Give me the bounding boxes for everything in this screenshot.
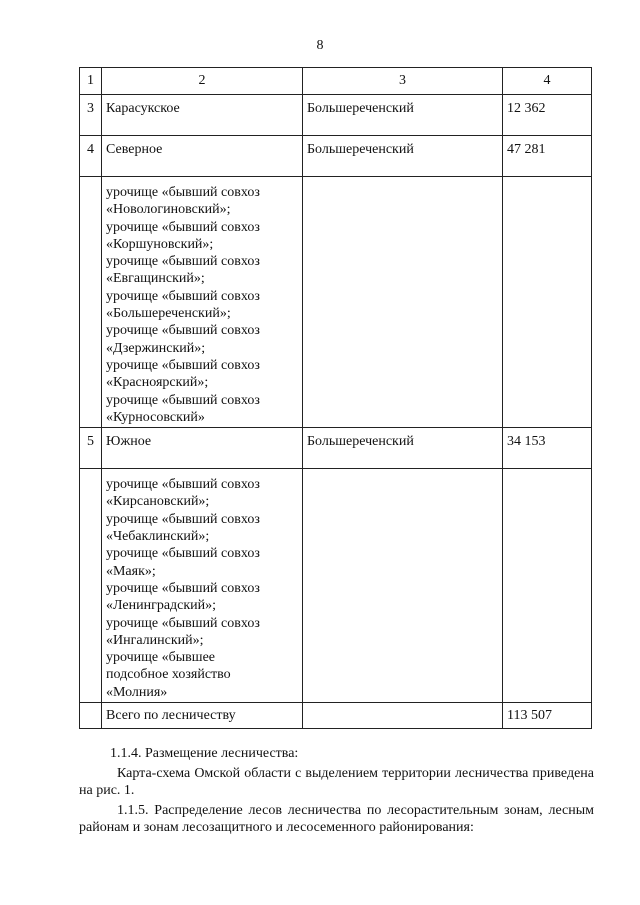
district-name: Большереченский	[303, 95, 503, 136]
row-number: 3	[80, 95, 102, 136]
section-1-1-4-text: Карта-схема Омской области с выделением территории лесничества приведена на рис. 1.	[79, 766, 594, 799]
empty-cell	[80, 177, 102, 428]
table-header-row	[80, 68, 592, 95]
table-row	[80, 428, 592, 469]
empty-cell	[502, 469, 591, 703]
tract-list: урочище «бывший совхоз «Кирсановский»; урочище «бывший совхоз «Чебаклинский»; урочище «бывший совхоз «Маяк»; урочище «бывший совхоз «Ленинградский»; урочище «бывший совхоз «Ингалинский»; урочище «бывшее подсобное хозяйство «Молния»	[101, 469, 302, 703]
forestry-table	[79, 67, 592, 729]
district-name: Большереченский	[303, 428, 503, 469]
forestry-name: Северное	[101, 136, 302, 177]
table-row-tracts	[80, 177, 592, 428]
header-cell: 3	[303, 68, 503, 95]
area-value: 34 153	[502, 428, 591, 469]
section-1-1-4-heading: 1.1.4. Размещение лесничества:	[110, 746, 299, 761]
empty-cell	[303, 469, 503, 703]
total-area-value: 113 507	[502, 703, 591, 729]
table-total-row	[80, 703, 592, 729]
table-row	[80, 95, 592, 136]
forestry-name: Карасукское	[101, 95, 302, 136]
page-number: 8	[316, 38, 324, 53]
header-cell: 4	[502, 68, 591, 95]
header-cell: 2	[101, 68, 302, 95]
empty-cell	[303, 703, 503, 729]
row-number: 4	[80, 136, 102, 177]
area-value: 12 362	[502, 95, 591, 136]
table-row-tracts	[80, 469, 592, 703]
header-cell: 1	[80, 68, 102, 95]
area-value: 47 281	[502, 136, 591, 177]
forestry-name: Южное	[101, 428, 302, 469]
section-1-1-5-text: 1.1.5. Распределение лесов лесничества по лесорастительным зонам, лесным районам и зонам лесозащитного и лесосеменного районирования:	[79, 803, 594, 836]
empty-cell	[80, 469, 102, 703]
empty-cell	[80, 703, 102, 729]
table-row	[80, 136, 592, 177]
empty-cell	[303, 177, 503, 428]
empty-cell	[502, 177, 591, 428]
tract-list: урочище «бывший совхоз «Новологиновский»; урочище «бывший совхоз «Коршуновский»; урочище «бывший совхоз «Евгащинский»; урочище «бывший совхоз «Большереченский»; урочище «бывший совхоз «Дзержинский»; урочище «бывший совхоз «Красноярский»; урочище «бывший совхоз «Курносовский»	[101, 177, 302, 428]
district-name: Большереченский	[303, 136, 503, 177]
row-number: 5	[80, 428, 102, 469]
total-label: Всего по лесничеству	[101, 703, 302, 729]
